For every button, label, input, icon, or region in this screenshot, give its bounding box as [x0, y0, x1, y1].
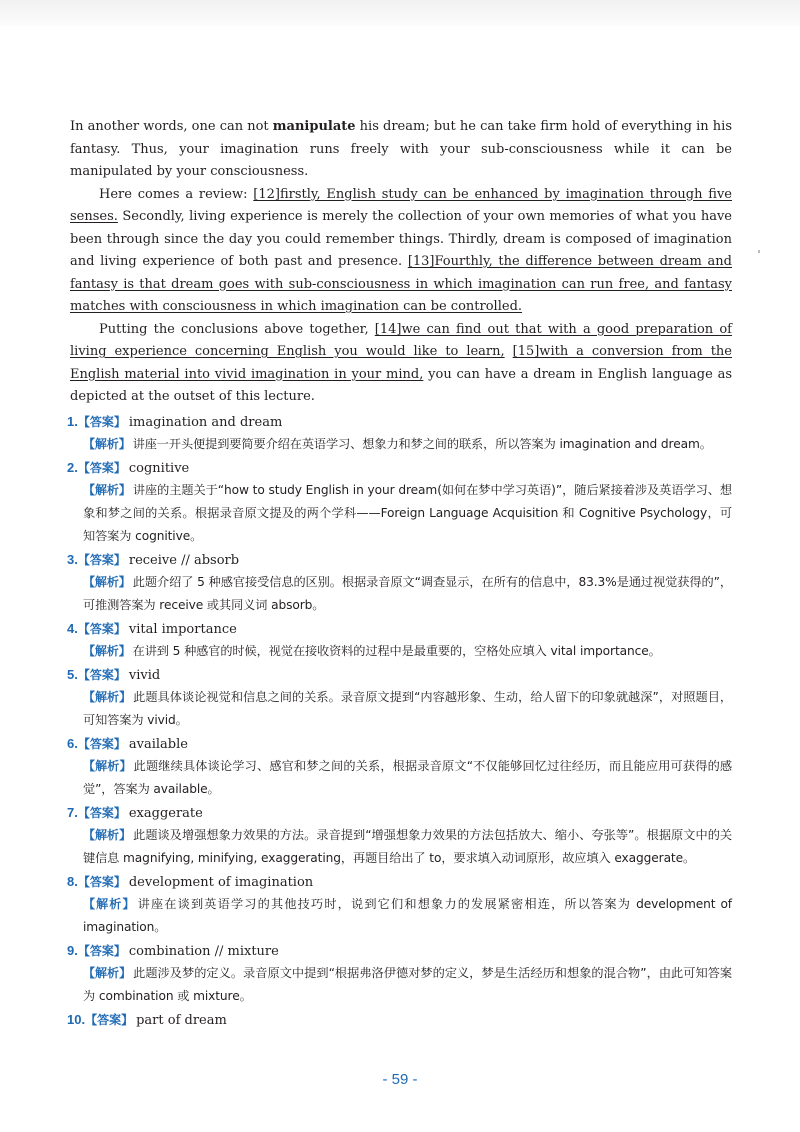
explanation-text: 讲座在谈到英语学习的其他技巧时，说到它们和想象力的发展紧密相连，所以答案为 development of imagination。 [83, 896, 732, 934]
answer-text: imagination and dream [128, 414, 283, 430]
answer-line [67, 801, 732, 824]
answer-text: vital importance [128, 621, 237, 637]
answer-tag: 【答案】 [77, 667, 126, 682]
scan-speck [758, 250, 760, 253]
answer-tag: 【答案】 [77, 874, 126, 889]
explanation [70, 640, 732, 663]
question-number: 1. [67, 413, 78, 429]
underlined-answer-15: [15]with a conversion from the English material into vivid imagination in your mind, [70, 344, 732, 382]
paragraph-1 [70, 116, 732, 184]
explanation [70, 824, 732, 870]
question-number: 4. [67, 620, 78, 636]
answer-item [67, 548, 732, 617]
answer-item [67, 1008, 732, 1031]
answer-tag: 【答案】 [77, 943, 126, 958]
answer-text: combination // mixture [128, 943, 279, 959]
answer-tag: 【答案】 [85, 1012, 134, 1027]
explanation-tag: 【解析】 [83, 896, 136, 911]
answer-line [67, 617, 732, 640]
explanation [70, 479, 732, 548]
answer-text: available [128, 736, 188, 752]
answer-line [67, 548, 732, 571]
answer-line [67, 456, 732, 479]
question-number: 6. [67, 735, 78, 751]
answer-tag: 【答案】 [77, 736, 126, 751]
explanation [70, 962, 732, 1008]
explanation-text: 此题涉及梦的定义。录音原文中提到“根据弗洛伊德对梦的定义，梦是生活经历和想象的混合物”，由此可知答案为 combination 或 mixture。 [83, 965, 732, 1003]
underlined-answer-13: [13]Fourthly, the difference between dream and fantasy is that dream goes with sub-consciousness in which imagination can run free, and fantasy matches with consciousness in which imagination can be controlled. [70, 254, 733, 314]
question-number: 10. [67, 1011, 86, 1027]
explanation-text: 此题具体谈论视觉和信息之间的关系。录音原文提到“内容越形象、生动，给人留下的印象就越深”，对照题目，可知答案为 vivid。 [83, 689, 732, 727]
explanation [70, 433, 732, 456]
answer-line [67, 663, 732, 686]
question-number: 7. [67, 804, 78, 820]
answer-line [67, 939, 732, 962]
answer-tag: 【答案】 [77, 805, 126, 820]
paragraph-2 [70, 184, 732, 319]
answer-text: vivid [128, 667, 161, 683]
explanation [70, 755, 732, 801]
text-run [505, 344, 513, 359]
answer-text: development of imagination [128, 874, 314, 890]
explanation-text: 此题介绍了 5 种感官接受信息的区别。根据录音原文“调查显示，在所有的信息中，83.3%是通过视觉获得的”，可推测答案为 receive 或其同义词 absorb。 [83, 574, 732, 612]
answer-tag: 【答案】 [77, 621, 126, 636]
explanation-text: 在讲到 5 种感官的时候，视觉在接收资料的过程中是最重要的，空格处应填入 vital importance。 [132, 643, 661, 658]
explanation-text: 此题继续具体谈论学习、感官和梦之间的关系，根据录音原文“不仅能够回忆过往经历，而且能应用可获得的感觉”，答案为 available。 [83, 758, 732, 796]
explanation [70, 686, 732, 732]
answer-item [67, 939, 732, 1008]
explanation-tag: 【解析】 [83, 689, 132, 704]
question-number: 3. [67, 551, 78, 567]
answer-tag: 【答案】 [77, 552, 126, 567]
answer-item [67, 410, 732, 456]
answer-line [67, 870, 732, 893]
answer-line [67, 410, 732, 433]
question-number: 2. [67, 459, 78, 475]
answer-text: part of dream [136, 1012, 227, 1028]
explanation-tag: 【解析】 [83, 758, 132, 773]
page-number: - 59 - [382, 1071, 418, 1088]
text-run: In another words, one can not [70, 119, 273, 134]
answer-text: receive // absorb [128, 552, 240, 568]
underlined-answer-14: [14]we can find out that with a good preparation of living experience concerning English you would like to learn, [70, 321, 732, 359]
explanation-tag: 【解析】 [83, 574, 131, 589]
answer-key-list [67, 410, 732, 1031]
explanation-tag: 【解析】 [83, 482, 131, 497]
answer-line [67, 732, 732, 755]
bold-word: manipulate [272, 119, 356, 134]
explanation [70, 893, 732, 939]
answer-item [67, 456, 732, 548]
question-number: 5. [67, 666, 78, 682]
answer-tag: 【答案】 [77, 460, 126, 475]
answer-text: exaggerate [128, 805, 203, 821]
explanation-tag: 【解析】 [83, 827, 132, 842]
answer-tag: 【答案】 [77, 414, 126, 429]
answer-text: cognitive [128, 460, 190, 476]
answer-item [67, 617, 732, 663]
explanation-text: 讲座一开头便提到要简要介绍在英语学习、想象力和梦之间的联系，所以答案为 imagination and dream。 [132, 436, 712, 451]
answer-line [67, 1008, 732, 1031]
scan-top-strip [0, 0, 800, 26]
text-run: Here comes a review: [99, 186, 254, 202]
explanation-text: 讲座的主题关于“how to study English in your dream(如何在梦中学习英语)”，随后紧接着涉及英语学习、想象和梦之间的关系。根据录音原文提及的两个学科——Foreign Language Acquisition 和 Cognitive Psychology，可知答案为 cognitive。 [83, 482, 732, 543]
explanation [70, 571, 732, 617]
text-run: Putting the conclusions above together, [99, 321, 375, 337]
underlined-answer-12: [12]firstly, English study can be enhanced by imagination through five senses. [70, 186, 732, 224]
answer-item [67, 870, 732, 939]
answer-item [67, 801, 732, 870]
explanation-tag: 【解析】 [83, 965, 132, 980]
explanation-tag: 【解析】 [83, 643, 131, 658]
question-number: 9. [67, 942, 78, 958]
paragraph-3 [70, 319, 732, 409]
text-run: Secondly, living experience is merely the collection of your own memories of what you have been through since the day you could remember things. Thirdly, dream is composed of imagination and living experience of both past and presence. [70, 209, 732, 269]
page-content [67, 116, 733, 1031]
answer-item [67, 732, 732, 801]
explanation-text: 此题谈及增强想象力效果的方法。录音提到“增强想象力效果的方法包括放大、缩小、夸张等”。根据原文中的关键信息 magnifying, minifying, exaggerating，再题目给出了 to，要求填入动词原形，故应填入 exaggerate。 [83, 827, 732, 865]
text-run: his dream; but he can take firm hold of everything in his fantasy. Thus, your imagination runs freely with your sub-consciousness while it can be manipulated by your consciousness. [70, 119, 732, 179]
question-number: 8. [67, 873, 78, 889]
explanation-tag: 【解析】 [83, 436, 131, 451]
answer-item [67, 663, 732, 732]
text-run: you can have a dream in English language as depicted at the outset of this lecture. [70, 366, 733, 404]
